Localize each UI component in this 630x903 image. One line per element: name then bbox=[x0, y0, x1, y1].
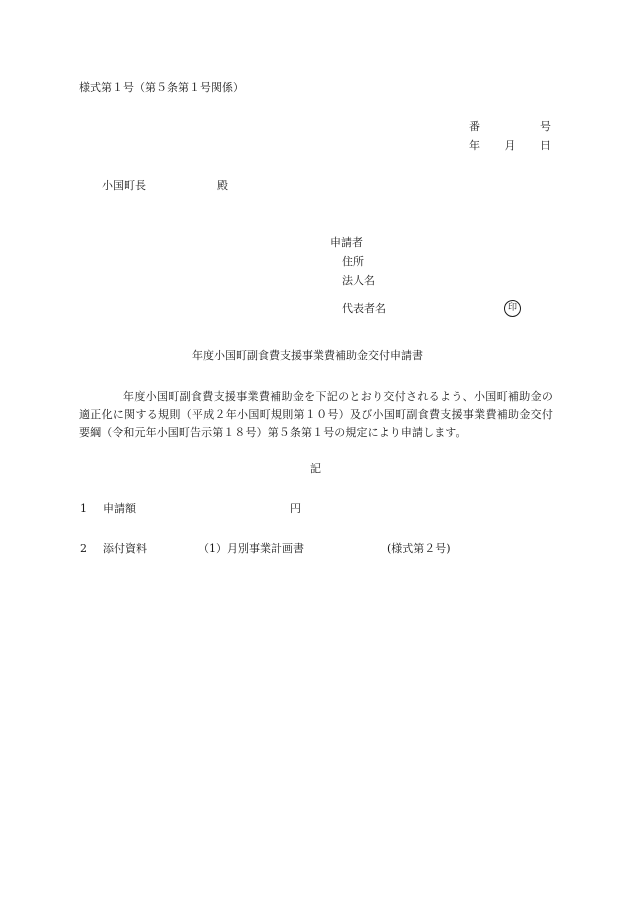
date-year-label: 年 bbox=[469, 139, 480, 152]
date-month-label: 月 bbox=[504, 139, 516, 152]
item-2-label: 添付資料 bbox=[103, 542, 147, 555]
recipient-honorific: 殿 bbox=[217, 179, 228, 192]
seal-mark: 印 bbox=[504, 300, 521, 317]
recipient-name: 小国町長 bbox=[102, 179, 146, 192]
number-label-go: 号 bbox=[540, 120, 551, 133]
item-2-attached-document: （1）月別事業計画書 bbox=[198, 542, 304, 555]
item-2-form-reference: (様式第２号) bbox=[387, 542, 451, 555]
corporation-name-label: 法人名 bbox=[342, 274, 375, 287]
date-day-label: 日 bbox=[540, 139, 551, 152]
form-number: 様式第１号（第５条第１号関係） bbox=[79, 81, 244, 94]
item-1-number: 1 bbox=[80, 502, 87, 515]
applicant-label: 申請者 bbox=[330, 236, 363, 249]
document-number-row bbox=[469, 121, 551, 132]
address-label: 住所 bbox=[342, 255, 364, 268]
number-label-ban: 番 bbox=[469, 120, 480, 133]
item-1-label: 申請額 bbox=[103, 502, 136, 515]
ki-heading: 記 bbox=[310, 462, 321, 475]
item-1-unit: 円 bbox=[290, 502, 301, 515]
body-paragraph: 年度小国町副食費支援事業費補助金を下記のとおり交付されるよう、小国町補助金の適正化に関する規則（平成２年小国町規則第１０号）及び小国町副食費支援事業費補助金交付要綱（令和元年小国町告示第１８号）第５条第１号の規定により申請します。 bbox=[79, 390, 553, 439]
item-2-number: 2 bbox=[80, 542, 87, 555]
representative-label: 代表者名 bbox=[342, 302, 386, 315]
document-title: 年度小国町副食費支援事業費補助金交付申請書 bbox=[192, 349, 423, 362]
date-row bbox=[469, 140, 551, 151]
